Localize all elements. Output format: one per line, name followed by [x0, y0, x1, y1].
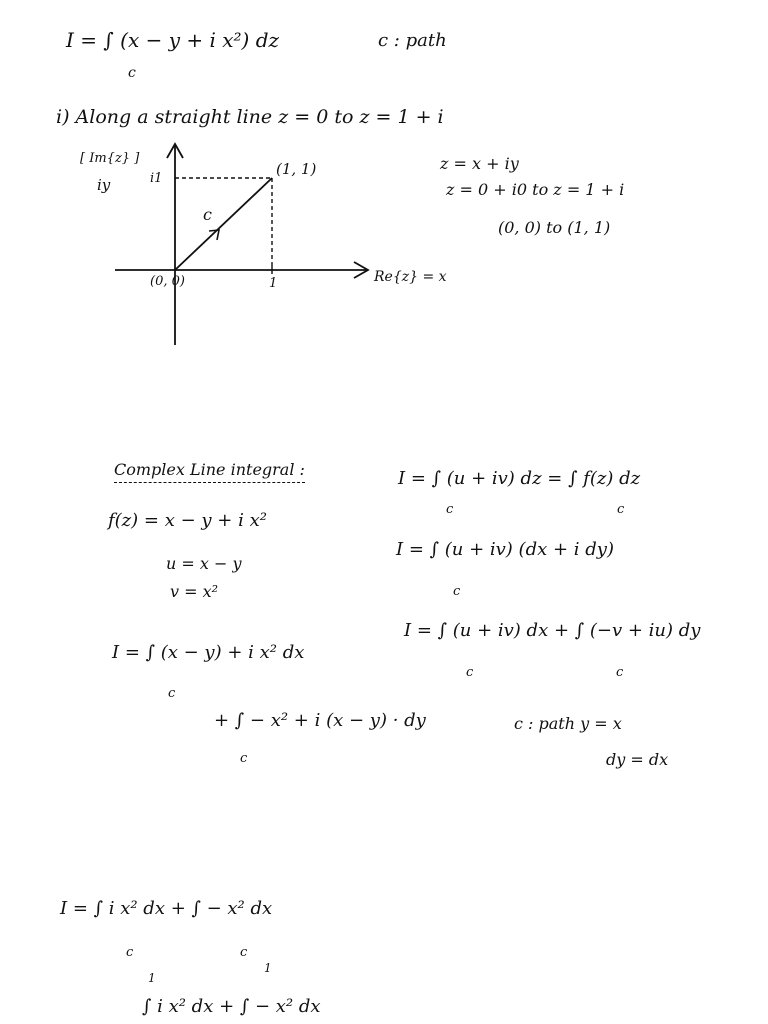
header-integral: I = ∫ (x − y + i x²) dz [66, 28, 280, 52]
bottom-line-1: I = ∫ i x² dx + ∫ − x² dx [60, 898, 273, 919]
y-axis-label: [ Im{z} ] [80, 151, 140, 166]
note-z-range: z = 0 + i0 to z = 1 + i [446, 180, 625, 199]
bottom-line-1-sub-c2: c [240, 945, 248, 960]
u-definition: u = x − y [166, 554, 242, 573]
bottom-limit-upper-2: 1 [264, 961, 272, 975]
note-z-def: z = x + iy [440, 154, 519, 173]
rhs-eq3-sub-c1: c [466, 665, 474, 680]
straight-path [175, 178, 272, 270]
note-point-range: (0, 0) to (1, 1) [498, 218, 611, 237]
y-axis-label-iy: iy [97, 176, 111, 194]
point-label: (1, 1) [276, 160, 317, 178]
header-path-note: c : path [378, 30, 447, 51]
lhs-integral-sub-c: c [168, 686, 176, 701]
dy-equals-dx: dy = dx [606, 750, 669, 769]
bottom-limit-upper-1: 1 [148, 971, 156, 985]
header-integral-sub: c [128, 65, 136, 81]
lhs-integral-2-sub-c: c [240, 751, 248, 766]
path-label: c [203, 205, 212, 224]
rhs-equation-1: I = ∫ (u + iv) dz = ∫ f(z) dz [398, 468, 641, 489]
cli-title: Complex Line integral : [114, 462, 305, 483]
bottom-line-1-sub-c1: c [126, 945, 134, 960]
rhs-eq1-sub-c2: c [617, 502, 625, 517]
v-definition: v = x² [170, 582, 219, 601]
path-direction-arrow [209, 230, 219, 240]
bottom-line-2: ∫ i x² dx + ∫ − x² dx [142, 996, 321, 1017]
x-tick-label: 1 [269, 276, 278, 291]
lhs-integral-2: + ∫ − x² + i (x − y) · dy [214, 710, 426, 731]
origin-label: (0, 0) [150, 274, 185, 289]
rhs-equation-3: I = ∫ (u + iv) dx + ∫ (−v + iu) dy [404, 620, 701, 641]
x-axis-label: Re{z} = x [374, 269, 447, 285]
rhs-eq1-sub-c1: c [446, 502, 454, 517]
y-tick-label: i1 [150, 171, 163, 186]
rhs-equation-2: I = ∫ (u + iv) (dx + i dy) [396, 539, 614, 560]
rhs-eq2-sub-c: c [453, 584, 461, 599]
f-definition: f(z) = x − y + i x² [108, 510, 267, 531]
path-y-equals-x: c : path y = x [514, 714, 622, 733]
section-heading: i) Along a straight line z = 0 to z = 1 + i [56, 106, 444, 128]
rhs-eq3-sub-c2: c [616, 665, 624, 680]
lhs-integral: I = ∫ (x − y) + i x² dx [112, 642, 305, 663]
